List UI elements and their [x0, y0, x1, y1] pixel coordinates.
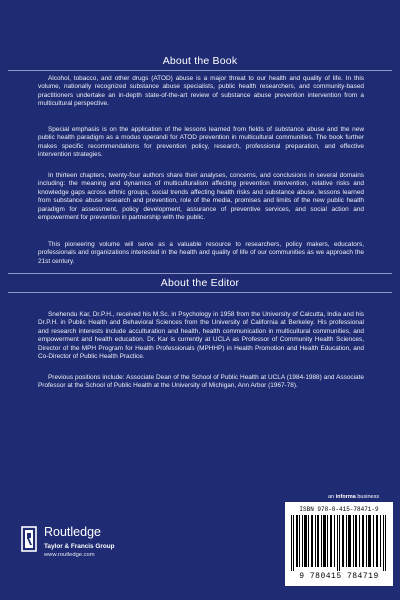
about-editor-heading: About the Editor	[160, 277, 240, 289]
book-paragraph-2: Special emphasis is on the application of the lessons learned from fields of substance abuse and the new public health paradigm as a modus operandi for ATOD prevention in multicultural communities. The book further makes specific recommendations for prevention policy, research, professional preparation, and effective intervention strategies.	[38, 126, 364, 159]
publisher-website[interactable]: www.routledge.com	[44, 552, 95, 558]
editor-paragraph-2: Previous positions include: Associate Dean of the School of Public Health at UCLA (1984-1988) and Associate Professor at the School of Public Health at the University of Michigan, Ann Arbor (1967-78).	[38, 374, 364, 390]
divider	[8, 273, 392, 274]
publisher-group: Taylor & Francis Group	[44, 543, 115, 550]
book-paragraph-3: In thirteen chapters, twenty-four authors share their analyses, concerns, and conclusions in several domains including: the meaning and dynamics of multiculturalism affecting prevention intervention, relative risks and knowledge gaps across ethnic groups, social trends affecting health risks and substance abuse, lessons learned from substance abuse research and prevention, role of the media, promises and limits of the new public health paradigm for assessment, policy development, assurance of preventive services, and social action and empowerment for prevention in partnership with the public.	[38, 172, 364, 222]
divider	[8, 292, 392, 293]
routledge-logo-icon	[20, 526, 38, 552]
isbn-label: ISBN 978-0-415-78471-9	[299, 506, 379, 513]
book-paragraph-4: This pioneering volume will serve as a valuable resource to researchers, policy makers, educators, professionals and organizations interested in the health and quality of life of our communities as we approach the 21st century.	[38, 241, 364, 265]
barcode	[285, 502, 393, 586]
about-book-heading: About the Book	[162, 55, 238, 67]
divider	[8, 70, 392, 71]
barcode-bars	[291, 515, 387, 571]
barcode-digits: 9 780415 784719	[299, 572, 379, 581]
book-paragraph-1: Alcohol, tobacco, and other drugs (ATOD) abuse is a major threat to our health and quality of life. In this volume, nationally recognized substance abuse specialists, public health researchers, and community-based practitioners undertake an in-depth state-of-the-art review of substance abuse prevention intervention from a multicultural perspective.	[38, 75, 364, 108]
publisher-name: Routledge	[44, 525, 101, 539]
editor-paragraph-1: Snehendu Kar, Dr.P.H., received his M.Sc. in Psychology in 1958 from the University of Calcutta, India and his Dr.P.H. in Public Health and Behavioral Sciences from the University of California at Berkeley. His professional and research interests include acculturation and health, health communication in multicultural communities, and empowerment and health education. Dr. Kar is currently at UCLA as Professor of Community Health Sciences, Director of the MPH Program for Health Professionals (MPHHP) in Health Promotion and Health Education, and Co-Director of Public Health Practice.	[38, 311, 364, 361]
informa-business-label: an informa business	[328, 494, 380, 500]
